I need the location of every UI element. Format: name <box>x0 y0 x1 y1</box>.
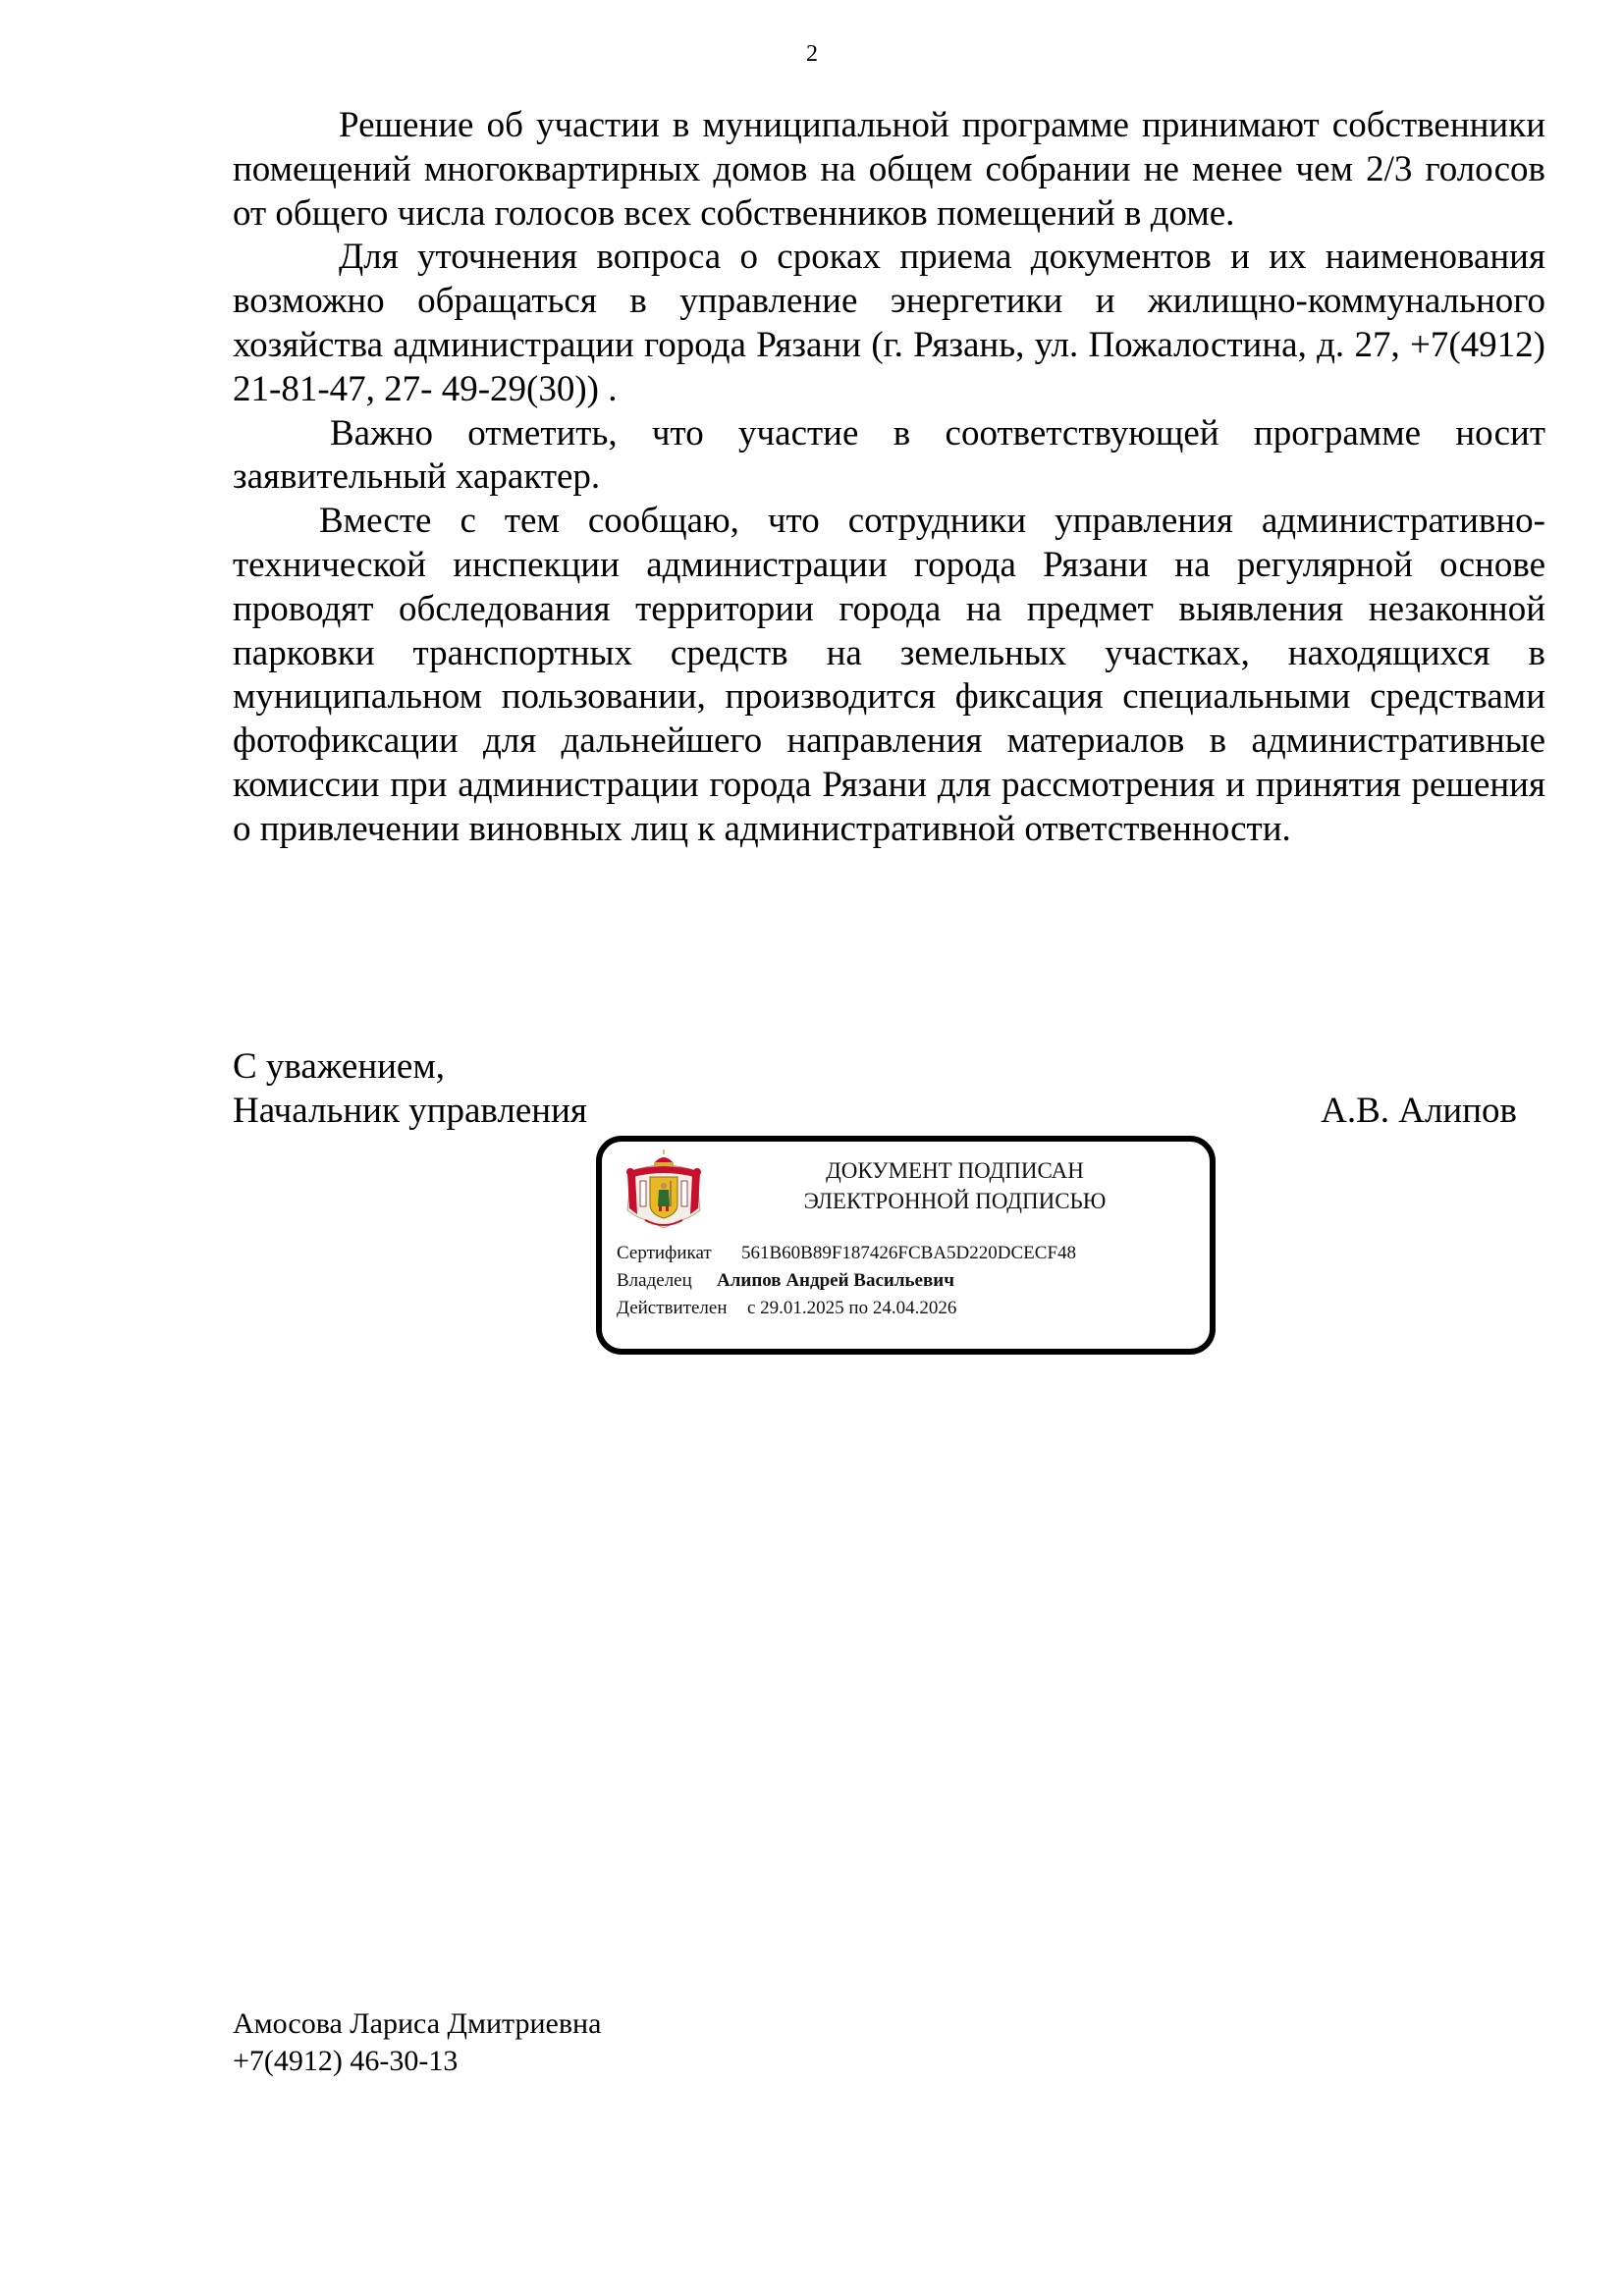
certificate-label: Сертификат <box>617 1243 712 1263</box>
ryazan-coat-of-arms-icon <box>622 1149 706 1234</box>
certificate-value: 561B60B89F187426FCBA5D220DCECF48 <box>741 1243 1077 1263</box>
stamp-title <box>720 1155 1190 1216</box>
paragraph-contact-info: Для уточнения вопроса о сроках приема документов и их наименования возможно обращаться в управление энергетики и жилищно-коммунального хозяйства администрации города Рязани (г. Рязань, ул. Пожалостина, д. 27, +7(4912) 21-81-47, 27- 49-29(30)) . <box>233 237 1545 409</box>
owner-label: Владелец <box>617 1270 692 1291</box>
closing-block <box>233 1045 1545 1134</box>
salutation: С уважением, <box>233 1046 446 1087</box>
letter-body <box>233 104 1545 852</box>
owner-row <box>617 1267 1076 1295</box>
stamp-title-line2: ЭЛЕКТРОННОЙ ПОДПИСЬЮ <box>803 1189 1107 1213</box>
paragraph-program-decision: Решение об участии в муниципальной программе принимают собственники помещений многоквартирных домов на общем собрании не менее чем 2/3 голосов от общего числа голосов всех собственников помещений в доме. <box>233 105 1545 234</box>
signature-row <box>233 1090 1545 1134</box>
certificate-row <box>617 1240 1076 1267</box>
executor-phone: +7(4912) 46-30-13 <box>233 2045 459 2077</box>
signer-name: А.В. Алипов <box>1321 1090 1517 1131</box>
stamp-details <box>617 1240 1076 1322</box>
validity-row <box>617 1295 1076 1322</box>
validity-value: с 29.01.2025 по 24.04.2026 <box>747 1298 957 1318</box>
stamp-title-line1: ДОКУМЕНТ ПОДПИСАН <box>826 1158 1084 1183</box>
validity-label: Действителен <box>617 1298 728 1318</box>
signer-position: Начальник управления <box>233 1090 587 1131</box>
page-number: 2 <box>806 41 818 67</box>
paragraph-parking-inspection: Вместе с тем сообщаю, что сотрудники управления административно-технической инспекции администрации города Рязани на регулярной основе проводят обследования территории города на предмет выявления незаконной парковки транспортных средств на земельных участках, находящихся в муниципальном пользовании, производится фиксация специальными средствами фотофиксации для дальнейшего направления материалов в административные комиссии при администрации города Рязани для рассмотрения и принятия решения о привлечении виновных лиц к административной ответственности. <box>233 501 1545 849</box>
executor-contact <box>233 2005 601 2080</box>
paragraph-voluntary-participation: Важно отметить, что участие в соответствующей программе носит заявительный характер. <box>233 412 1545 498</box>
executor-name: Амосова Лариса Дмитриевна <box>233 2007 602 2040</box>
owner-value: Алипов Андрей Васильевич <box>717 1270 954 1291</box>
electronic-signature-stamp <box>596 1136 1216 1355</box>
